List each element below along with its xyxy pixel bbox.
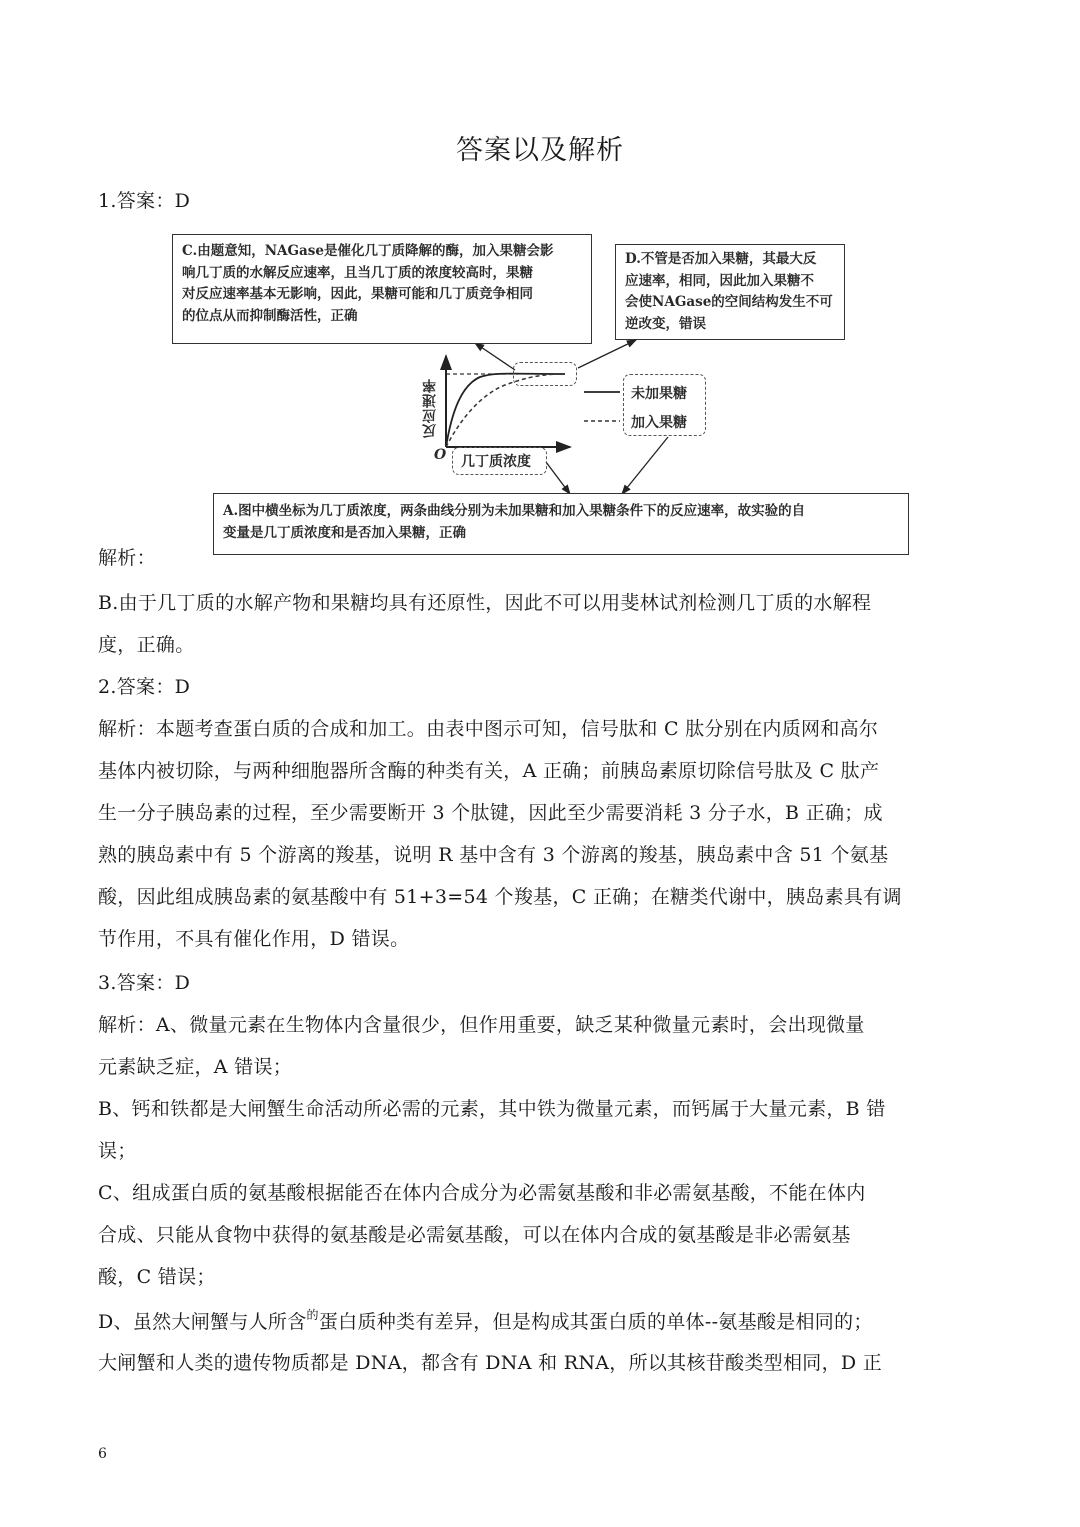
q2-line: 熟的胰岛素中有 5 个游离的羧基，说明 R 基中含有 3 个游离的羧基，胰岛素中含 51 个氨基 bbox=[98, 844, 889, 866]
q1-analysis-label: 解析： bbox=[98, 547, 156, 569]
q2-line: 节作用，不具有催化作用，D 错误。 bbox=[98, 928, 410, 950]
y-axis-label: 反应速率 bbox=[422, 378, 438, 438]
q2-line: 解析：本题考查蛋白质的合成和加工。由表中图示可知，信号肽和 C 肽分别在内质网和高尔 bbox=[98, 718, 879, 740]
box-c-line: 对反应速率基本无影响，因此，果糖可能和几丁质竞争相同 bbox=[182, 286, 533, 302]
q3-answer: 3.答案：D bbox=[98, 972, 191, 994]
q3-line: 解析：A、微量元素在生物体内含量很少，但作用重要，缺乏某种微量元素时，会出现微量 bbox=[98, 1014, 865, 1036]
q2-line: 基体内被切除，与两种细胞器所含酶的种类有关，A 正确；前胰岛素原切除信号肽及 C 肽产 bbox=[98, 760, 880, 782]
q2-line: 酸，因此组成胰岛素的氨基酸中有 51+3=54 个羧基，C 正确；在糖类代谢中，胰岛素具有调 bbox=[98, 886, 902, 908]
q3-line: 元素缺乏症，A 错误； bbox=[98, 1056, 293, 1078]
box-d-line: D.不管是否加入果糖，其最大反 bbox=[625, 251, 817, 267]
max-rate-highlight bbox=[513, 362, 577, 386]
arrow-to-box-d bbox=[578, 340, 636, 368]
page-number: 6 bbox=[98, 1446, 107, 1462]
legend-label-no-fructose: 未加果糖 bbox=[631, 386, 687, 402]
q3-d-line bbox=[98, 1306, 873, 1334]
page-title: 答案以及解析 bbox=[456, 135, 624, 166]
box-option-a bbox=[213, 493, 909, 555]
q3-d-sup: 的 bbox=[306, 1308, 319, 1322]
q2-line: 生一分子胰岛素的过程，至少需要断开 3 个肽键，因此至少需要消耗 3 分子水，B 正确；成 bbox=[98, 802, 883, 824]
box-d-line: 逆改变，错误 bbox=[625, 315, 706, 332]
box-a-line: 变量是几丁质浓度和是否加入果糖，正确 bbox=[223, 524, 466, 541]
box-option-c bbox=[172, 234, 592, 344]
box-d-line: 会使NAGase的空间结构发生不可 bbox=[625, 294, 833, 310]
box-option-d bbox=[615, 244, 845, 340]
arrow-to-box-a-from-legend bbox=[622, 437, 668, 494]
box-c-line: C.由题意知，NAGase是催化几丁质降解的酶，加入果糖会影 bbox=[182, 243, 554, 259]
q1-b-line: B.由于几丁质的水解产物和果糖均具有还原性，因此不可以用斐林试剂检测几丁质的水解程 bbox=[98, 592, 872, 614]
x-axis-label: 几丁质浓度 bbox=[461, 454, 531, 470]
arrow-to-box-c bbox=[475, 343, 515, 370]
q3-d-post: 蛋白质种类有差异，但是构成其蛋白质的单体--氨基酸是相同的； bbox=[318, 1311, 873, 1333]
q3-line: B、钙和铁都是大闸蟹生命活动所必需的元素，其中铁为微量元素，而钙属于大量元素，B 错 bbox=[98, 1098, 886, 1120]
q3-d-line2: 大闸蟹和人类的遗传物质都是 DNA，都含有 DNA 和 RNA，所以其核苷酸类型相同，D 正 bbox=[98, 1352, 883, 1374]
q1-answer: 1.答案：D bbox=[98, 190, 191, 212]
box-a-line: A.图中横坐标为几丁质浓度，两条曲线分别为未加果糖和加入果糖条件下的反应速率，故实验的自 bbox=[223, 503, 806, 519]
q3-line: 误； bbox=[98, 1140, 137, 1162]
arrow-to-box-a-from-x bbox=[546, 462, 570, 494]
q3-line: 合成、只能从食物中获得的氨基酸是必需氨基酸，可以在体内合成的氨基酸是非必需氨基 bbox=[98, 1224, 851, 1246]
box-c-line: 的位点从而抑制酶活性，正确 bbox=[182, 307, 358, 324]
q3-line: C、组成蛋白质的氨基酸根据能否在体内合成分为必需氨基酸和非必需氨基酸，不能在体内 bbox=[98, 1182, 866, 1204]
q3-line: 酸，C 错误； bbox=[98, 1266, 216, 1288]
q1-b-line: 度，正确。 bbox=[98, 634, 195, 656]
legend-label-with-fructose: 加入果糖 bbox=[631, 415, 687, 431]
box-d-line: 应速率，相同，因此加入果糖不 bbox=[625, 272, 814, 289]
box-c-line: 响几丁质的水解反应速率，且当几丁质的浓度较高时，果糖 bbox=[182, 264, 533, 281]
origin-label: O bbox=[434, 447, 447, 463]
q2-answer: 2.答案：D bbox=[98, 676, 191, 698]
q3-d-pre: D、虽然大闸蟹与人所含 bbox=[98, 1311, 307, 1333]
